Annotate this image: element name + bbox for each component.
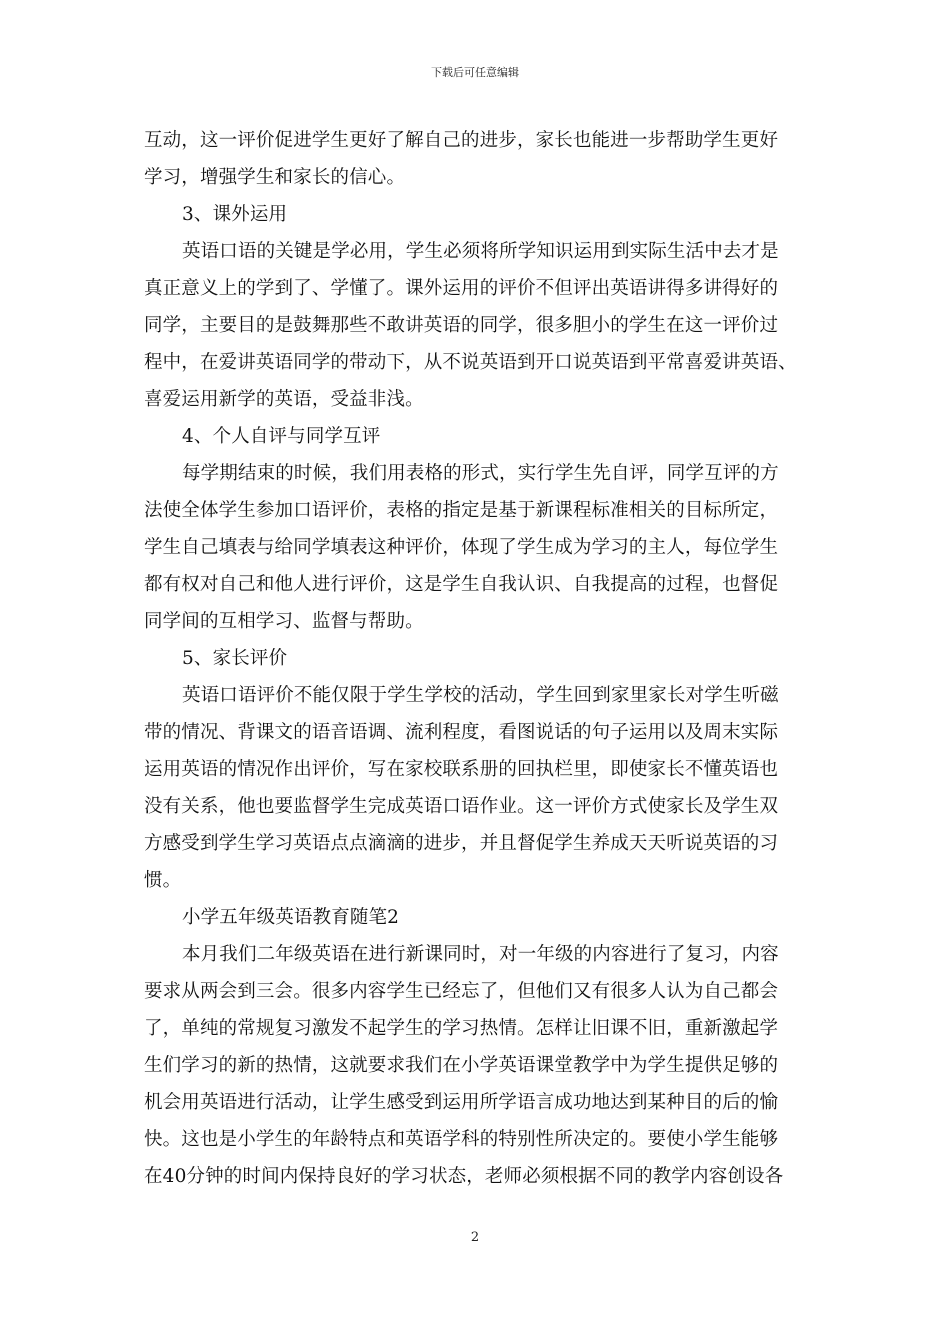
text-line: 同学，主要目的是鼓舞那些不敢讲英语的同学，很多胆小的学生在这一评价过 [144, 315, 779, 336]
text-line: 同学间的互相学习、监督与帮助。 [144, 611, 424, 632]
text-line: 生们学习的新的热情，这就要求我们在小学英语课堂教学中为学生提供足够的 [144, 1055, 779, 1076]
text-line: 带的情况、背课文的语音语调、流利程度，看图说话的句子运用以及周末实际 [144, 722, 779, 743]
text-line: 方感受到学生学习英语点点滴滴的进步，并且督促学生养成天天听说英语的习 [144, 833, 779, 854]
page-header: 下载后可任意编辑 [431, 66, 519, 79]
text-line: 快。这也是小学生的年龄特点和英语学科的特别性所决定的。要使小学生能够 [144, 1129, 779, 1150]
text-line: 没有关系，他也要监督学生完成英语口语作业。这一评价方式使家长及学生双 [144, 796, 779, 817]
text-line: 了，单纯的常规复习激发不起学生的学习热情。怎样让旧课不旧，重新激起学 [144, 1018, 779, 1039]
text-line: 英语口语的关键是学必用，学生必须将所学知识运用到实际生活中去才是 [182, 241, 779, 262]
text-line: 惯。 [144, 870, 182, 891]
text-line: 英语口语评价不能仅限于学生学校的活动，学生回到家里家长对学生听磁 [182, 685, 779, 706]
document-body [144, 122, 810, 1195]
text-line: 本月我们二年级英语在进行新课同时，对一年级的内容进行了复习，内容 [182, 944, 779, 965]
text-line: 喜爱运用新学的英语，受益非浅。 [144, 389, 424, 410]
text-line: 真正意义上的学到了、学懂了。课外运用的评价不但评出英语讲得多讲得好的 [144, 278, 779, 299]
text-line: 要求从两会到三会。很多内容学生已经忘了，但他们又有很多人认为自己都会 [144, 981, 779, 1002]
text-line: 互动，这一评价促进学生更好了解自己的进步，家长也能进一步帮助学生更好 [144, 130, 779, 151]
text-line: 法使全体学生参加口语评价，表格的指定是基于新课程标准相关的目标所定， [144, 500, 779, 521]
text-line: 学习，增强学生和家长的信心。 [144, 167, 406, 188]
text-line: 运用英语的情况作出评价，写在家校联系册的回执栏里，即使家长不懂英语也 [144, 759, 779, 780]
section-heading: 3、课外运用 [182, 204, 288, 225]
text-line: 都有权对自己和他人进行评价，这是学生自我认识、自我提高的过程，也督促 [144, 574, 779, 595]
section-heading: 5、家长评价 [182, 648, 288, 669]
text-line: 在40分钟的时间内保持良好的学习状态，老师必须根据不同的教学内容创设各 [144, 1166, 784, 1187]
page-number: 2 [470, 1230, 480, 1245]
section-heading: 4、个人自评与同学互评 [182, 426, 381, 447]
article-title: 小学五年级英语教育随笔2 [182, 907, 400, 928]
text-line: 学生自己填表与给同学填表这种评价，体现了学生成为学习的主人，每位学生 [144, 537, 779, 558]
text-line: 程中，在爱讲英语同学的带动下，从不说英语到开口说英语到平常喜爱讲英语、 [144, 352, 797, 373]
text-line: 每学期结束的时候，我们用表格的形式，实行学生先自评，同学互评的方 [182, 463, 779, 484]
text-line: 机会用英语进行活动，让学生感受到运用所学语言成功地达到某种目的后的愉 [144, 1092, 779, 1113]
